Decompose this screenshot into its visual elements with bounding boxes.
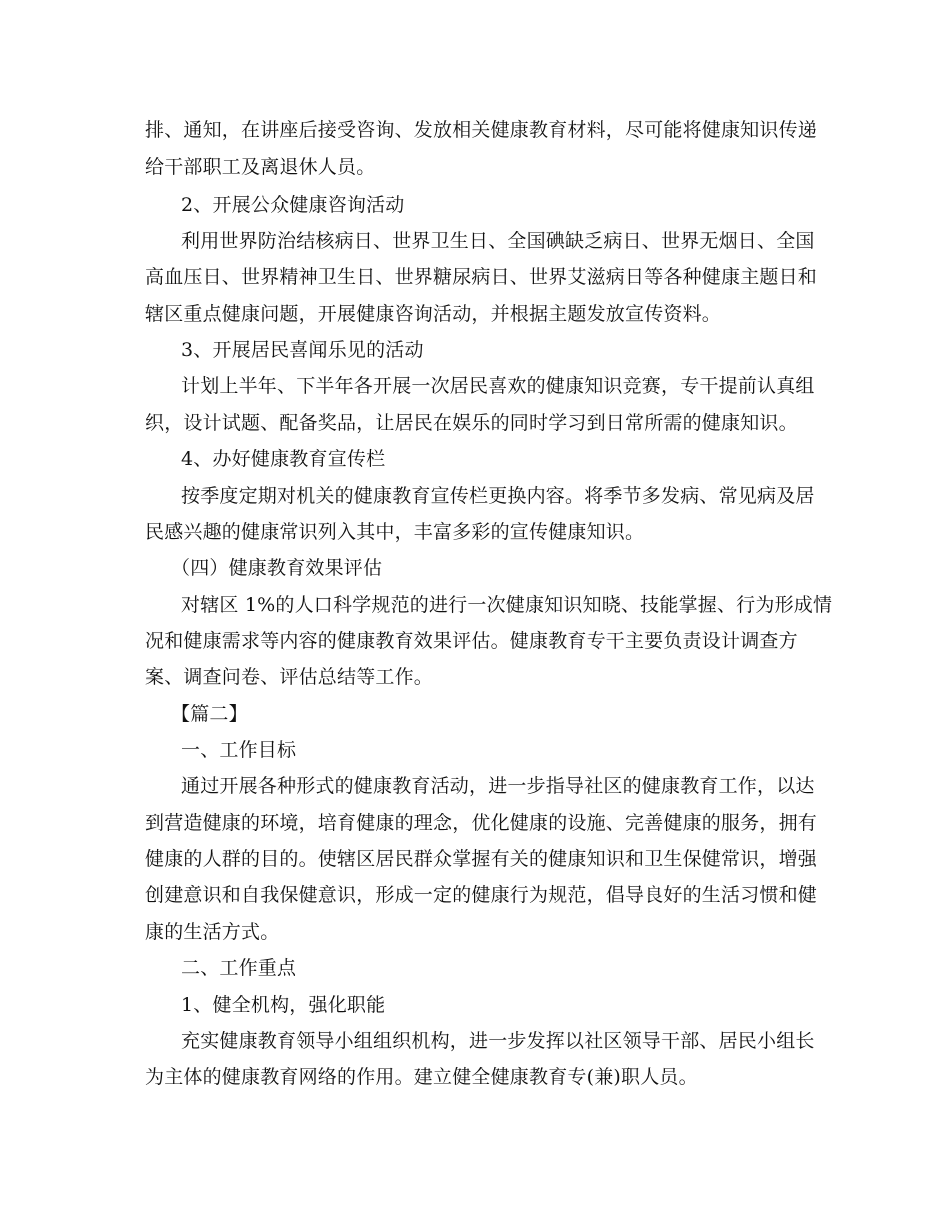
section-heading: 4、办好健康教育宣传栏: [181, 448, 386, 470]
body-text-line: 高血压日、世界精神卫生日、世界糖尿病日、世界艾滋病日等各种健康主题日和: [145, 266, 818, 288]
body-text-line: 给干部职工及离退休人员。: [145, 156, 376, 178]
body-text-line: 利用世界防治结核病日、世界卫生日、全国碘缺乏病日、世界无烟日、全国: [181, 230, 815, 252]
body-text-line: 到营造健康的环境，培育健康的理念，优化健康的设施、完善健康的服务，拥有: [145, 812, 818, 834]
body-text-line: 通过开展各种形式的健康教育活动，进一步指导社区的健康教育工作，以达: [181, 775, 815, 797]
body-text-line: 为主体的健康教育网络的作用。建立健全健康教育专(兼)职人员。: [145, 1066, 698, 1088]
body-text-line: 康的生活方式。: [145, 921, 280, 943]
body-text-line: 织，设计试题、配备奖品，让居民在娱乐的同时学习到日常所需的健康知识。: [145, 412, 798, 434]
section-heading: 3、开展居民喜闻乐见的活动: [181, 339, 424, 361]
body-text-line: 对辖区 1%的人口科学规范的进行一次健康知识知晓、技能掌握、行为形成情: [181, 594, 833, 616]
section-heading: 一、工作目标: [181, 739, 297, 761]
body-text-line: 况和健康需求等内容的健康教育效果评估。健康教育专干主要负责设计调查方: [145, 630, 798, 652]
body-text-line: 充实健康教育领导小组组织机构，进一步发挥以社区领导干部、居民小组长: [181, 1030, 815, 1052]
body-text-line: 健康的人群的目的。使辖区居民群众掌握有关的健康知识和卫生保健常识，增强: [145, 848, 818, 870]
section-heading: 1、健全机构，强化职能: [181, 994, 386, 1016]
body-text-line: 创建意识和自我保健意识，形成一定的健康行为规范，倡导良好的生活习惯和健: [145, 884, 818, 906]
body-text-line: 民感兴趣的健康常识列入其中，丰富多彩的宣传健康知识。: [145, 521, 645, 543]
part-heading: 【篇二】: [171, 703, 248, 725]
body-text-line: 案、调查问卷、评估总结等工作。: [145, 666, 434, 688]
body-text-line: 计划上半年、下半年各开展一次居民喜欢的健康知识竞赛，专干提前认真组: [181, 375, 815, 397]
section-heading: （四）健康教育效果评估: [171, 557, 383, 579]
section-heading: 2、开展公众健康咨询活动: [181, 194, 405, 216]
body-text-line: 排、通知，在讲座后接受咨询、发放相关健康教育材料，尽可能将健康知识传递: [145, 119, 818, 141]
body-text-line: 辖区重点健康问题，开展健康咨询活动，并根据主题发放宣传资料。: [145, 303, 722, 325]
section-heading: 二、工作重点: [181, 957, 297, 979]
body-text-line: 按季度定期对机关的健康教育宣传栏更换内容。将季节多发病、常见病及居: [181, 485, 815, 507]
